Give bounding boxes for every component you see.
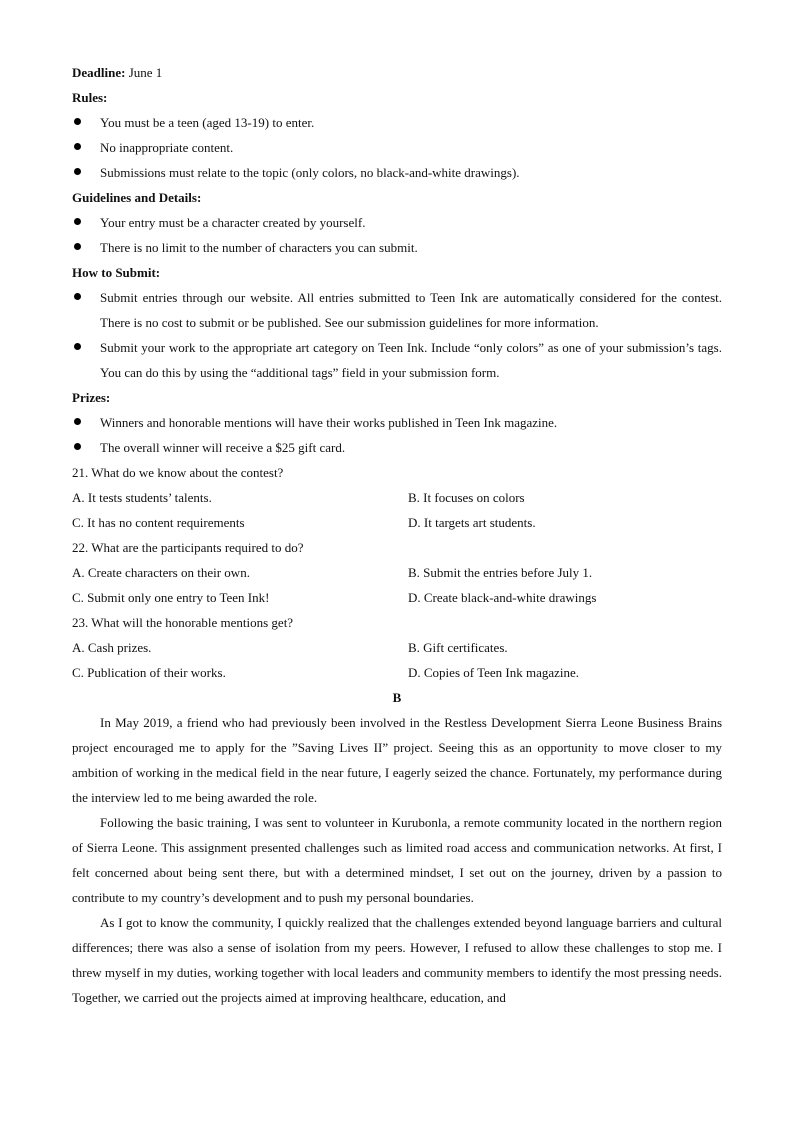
rules-item: No inappropriate content. [72,135,722,160]
rules-item: Submissions must relate to the topic (only colors, no black-and-white drawings). [72,160,722,185]
bullet-icon [74,243,81,250]
bullet-icon [74,218,81,225]
bullet-icon [74,293,81,300]
option-d: D. It targets art students. [408,515,536,530]
prizes-item: Winners and honorable mentions will have their works published in Teen Ink magazine. [72,410,722,435]
bullet-icon [74,118,81,125]
option-d: D. Create black-and-white drawings [408,590,597,605]
question-22 [72,535,722,610]
deadline-line [72,60,722,85]
option-c: C. It has no content requirements [72,515,245,530]
question-stem: 23. What will the honorable mentions get? [72,615,294,630]
passage-paragraph: Following the basic training, I was sent to volunteer in Kurubonla, a remote community located in the northern region of Sierra Leone. This assignment presented challenges such as limited road access and communication networks. At first, I felt concerned about being sent there, but with a determined mindset, I set out on the journey, driven by a passion to contribute to my country’s development and to push my personal boundaries. [72,815,722,905]
bullet-icon [74,143,81,150]
passage-paragraph: As I got to know the community, I quickly realized that the challenges extended beyond language barriers and cultural differences; there was also a sense of isolation from my peers. However, I refused to allow these challenges to stop me. I threw myself in my duties, working together with local leaders and community members to identify the most pressing needs. Together, we carried out the projects aimed at improving healthcare, education, and [72,915,722,1005]
question-stem: 22. What are the participants required to do? [72,540,304,555]
question-21 [72,460,722,535]
option-c: C. Submit only one entry to Teen Ink! [72,590,270,605]
deadline-value: June 1 [125,65,163,80]
bullet-icon [74,343,81,350]
document-page [72,60,722,1010]
passage-paragraph: In May 2019, a friend who had previously been involved in the Restless Development Sierra Leone Business Brains project encouraged me to apply for the ”Saving Lives II” project. Seeing this as an opportunity to move closer to my ambition of working in the medical field in the near future, I eagerly seized the chance. Fortunately, my performance during the interview led to me being awarded the role. [72,715,722,805]
prizes-item: The overall winner will receive a $25 gift card. [72,435,722,460]
guidelines-item: Your entry must be a character created by yourself. [72,210,722,235]
bullet-icon [74,418,81,425]
question-options [72,485,722,535]
option-b: B. Gift certificates. [408,640,508,655]
option-c: C. Publication of their works. [72,665,226,680]
option-a: A. Cash prizes. [72,640,152,655]
rules-heading: Rules: [72,90,108,105]
option-d: D. Copies of Teen Ink magazine. [408,665,580,680]
how-to-submit-item: Submit your work to the appropriate art category on Teen Ink. Include “only colors” as one of your submission’s tags. You can do this by using the “additional tags” field in your submission form. [72,335,722,385]
question-stem: 21. What do we know about the contest? [72,465,284,480]
section-b-label: B [392,690,402,705]
option-a: A. It tests students’ talents. [72,490,212,505]
how-to-submit-heading: How to Submit: [72,265,161,280]
question-options [72,635,722,685]
option-b: B. It focuses on colors [408,490,525,505]
guidelines-item: There is no limit to the number of characters you can submit. [72,235,722,260]
prizes-heading: Prizes: [72,390,111,405]
how-to-submit-item: Submit entries through our website. All entries submitted to Teen Ink are automatically considered for the contest. There is no cost to submit or be published. See our submission guidelines for more information. [72,285,722,335]
deadline-label: Deadline: [72,65,126,80]
option-a: A. Create characters on their own. [72,565,250,580]
bullet-icon [74,168,81,175]
question-options [72,560,722,610]
option-b: B. Submit the entries before July 1. [408,565,593,580]
question-23 [72,610,722,685]
bullet-icon [74,443,81,450]
rules-item: You must be a teen (aged 13-19) to enter. [72,110,722,135]
guidelines-heading: Guidelines and Details: [72,190,202,205]
